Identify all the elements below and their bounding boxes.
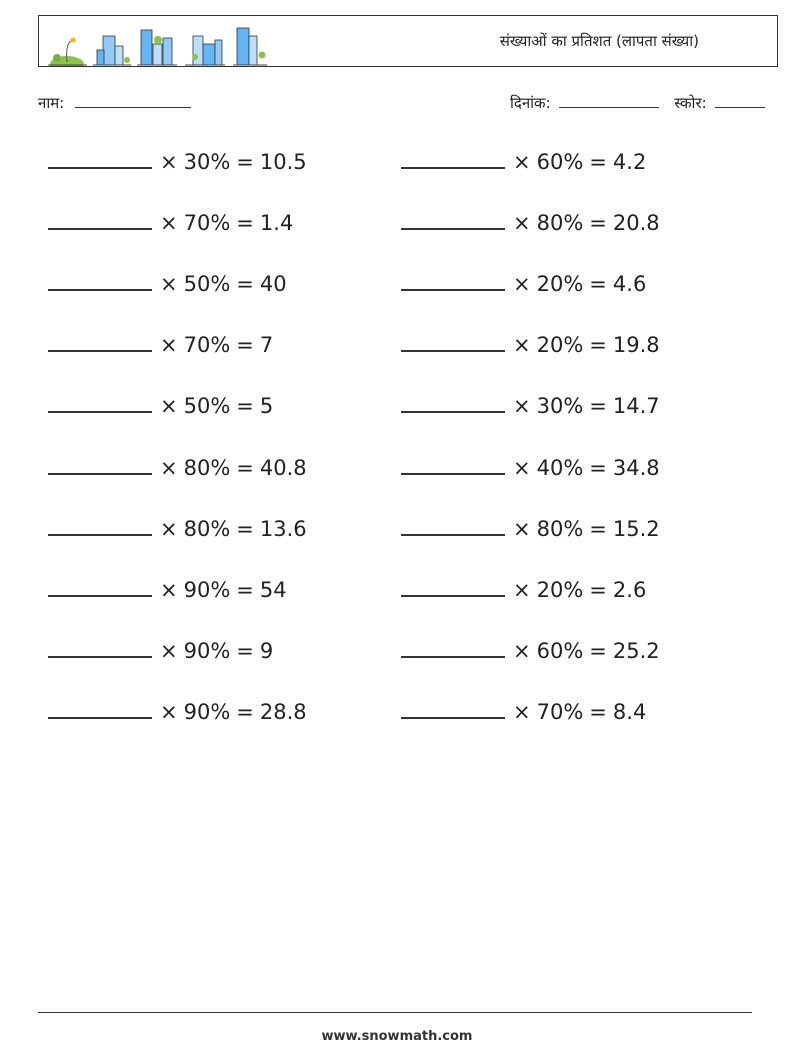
name-label: नाम: — [38, 94, 65, 112]
result-value: 10.5 — [259, 150, 307, 174]
percent-value: 50% — [183, 394, 231, 419]
answer-blank[interactable] — [401, 262, 505, 291]
result-value: 13.6 — [259, 516, 307, 541]
times-symbol: × — [160, 394, 178, 419]
times-symbol: × — [160, 638, 178, 663]
answer-blank[interactable] — [401, 568, 505, 597]
percent-value: 20% — [536, 272, 584, 297]
equals-symbol: = — [236, 272, 254, 297]
result-value: 20.8 — [612, 211, 660, 236]
worksheet-header — [38, 15, 778, 67]
percent-value: 30% — [536, 394, 584, 419]
answer-blank[interactable] — [48, 446, 152, 475]
equals-symbol: = — [236, 150, 254, 174]
times-symbol: × — [160, 333, 178, 358]
percent-value: 70% — [536, 699, 584, 724]
worksheet-title: संख्याओं का प्रतिशत (लापता संख्या) — [499, 32, 699, 50]
equals-symbol: = — [589, 394, 607, 419]
times-symbol: × — [513, 272, 531, 297]
percent-value: 70% — [183, 333, 231, 358]
problem-item — [48, 446, 307, 490]
answer-blank[interactable] — [48, 568, 152, 597]
answer-blank[interactable] — [48, 384, 152, 413]
answer-blank[interactable] — [401, 690, 505, 719]
equals-symbol: = — [589, 150, 607, 174]
percent-value: 70% — [183, 211, 231, 236]
name-blank[interactable] — [75, 95, 191, 108]
answer-blank[interactable] — [401, 629, 505, 658]
answer-blank[interactable] — [48, 629, 152, 658]
answer-blank[interactable] — [401, 140, 505, 169]
problem-item — [401, 568, 646, 612]
times-symbol: × — [160, 455, 178, 480]
result-value: 9 — [259, 638, 274, 663]
times-symbol: × — [160, 577, 178, 602]
percent-value: 90% — [183, 699, 231, 724]
equals-symbol: = — [236, 211, 254, 236]
times-symbol: × — [160, 211, 178, 236]
answer-blank[interactable] — [48, 201, 152, 230]
result-value: 15.2 — [612, 516, 660, 541]
result-value: 54 — [259, 577, 287, 602]
answer-blank[interactable] — [48, 140, 152, 169]
times-symbol: × — [513, 211, 531, 236]
answer-blank[interactable] — [401, 446, 505, 475]
problem-item — [48, 629, 273, 673]
result-value: 8.4 — [612, 699, 647, 724]
percent-value: 60% — [536, 150, 584, 174]
problem-item — [48, 323, 273, 367]
result-value: 19.8 — [612, 333, 660, 358]
answer-blank[interactable] — [48, 262, 152, 291]
problem-item — [48, 384, 273, 428]
equals-symbol: = — [589, 272, 607, 297]
problem-item — [48, 507, 307, 551]
result-value: 5 — [259, 394, 274, 419]
answer-blank[interactable] — [401, 323, 505, 352]
equals-symbol: = — [236, 455, 254, 480]
equals-symbol: = — [236, 394, 254, 419]
percent-value: 60% — [536, 638, 584, 663]
result-value: 40.8 — [259, 455, 307, 480]
problem-item — [401, 140, 646, 184]
result-value: 14.7 — [612, 394, 660, 419]
score-blank[interactable] — [715, 95, 765, 108]
percent-value: 80% — [536, 211, 584, 236]
result-value: 1.4 — [259, 211, 294, 236]
result-value: 4.6 — [612, 272, 647, 297]
times-symbol: × — [160, 272, 178, 297]
footer-website: www.snowmath.com — [321, 1029, 473, 1044]
percent-value: 20% — [536, 333, 584, 358]
times-symbol: × — [513, 699, 531, 724]
problem-item — [401, 384, 660, 428]
percent-value: 80% — [536, 516, 584, 541]
times-symbol: × — [160, 150, 178, 174]
problem-item — [48, 568, 287, 612]
percent-value: 30% — [183, 150, 231, 174]
equals-symbol: = — [589, 455, 607, 480]
answer-blank[interactable] — [48, 690, 152, 719]
problem-item — [48, 201, 293, 245]
times-symbol: × — [160, 699, 178, 724]
times-symbol: × — [513, 333, 531, 358]
equals-symbol: = — [236, 516, 254, 541]
equals-symbol: = — [589, 333, 607, 358]
times-symbol: × — [513, 516, 531, 541]
answer-blank[interactable] — [48, 323, 152, 352]
percent-value: 80% — [183, 455, 231, 480]
problem-item — [401, 201, 660, 245]
equals-symbol: = — [236, 638, 254, 663]
result-value: 7 — [259, 333, 274, 358]
equals-symbol: = — [236, 333, 254, 358]
percent-value: 40% — [536, 455, 584, 480]
city-buildings-logo-icon — [45, 22, 267, 66]
problem-item — [401, 690, 646, 734]
result-value: 28.8 — [259, 699, 307, 724]
result-value: 4.2 — [612, 150, 647, 174]
problem-item — [401, 629, 660, 673]
times-symbol: × — [513, 455, 531, 480]
times-symbol: × — [513, 638, 531, 663]
problem-item — [48, 262, 287, 306]
equals-symbol: = — [589, 577, 607, 602]
name-field — [38, 93, 191, 113]
answer-blank[interactable] — [48, 507, 152, 536]
equals-symbol: = — [236, 699, 254, 724]
problem-item — [401, 262, 646, 306]
percent-value: 20% — [536, 577, 584, 602]
times-symbol: × — [513, 577, 531, 602]
times-symbol: × — [513, 394, 531, 419]
percent-value: 80% — [183, 516, 231, 541]
problem-item — [401, 446, 660, 490]
problem-item — [48, 140, 307, 184]
percent-value: 90% — [183, 638, 231, 663]
equals-symbol: = — [589, 516, 607, 541]
times-symbol: × — [160, 516, 178, 541]
equals-symbol: = — [589, 211, 607, 236]
problem-item — [401, 507, 660, 551]
percent-value: 90% — [183, 577, 231, 602]
problem-item — [48, 690, 307, 734]
date-label: दिनांक: — [510, 94, 551, 112]
percent-value: 50% — [183, 272, 231, 297]
times-symbol: × — [513, 150, 531, 174]
equals-symbol: = — [589, 638, 607, 663]
answer-blank[interactable] — [401, 201, 505, 230]
answer-blank[interactable] — [401, 507, 505, 536]
result-value: 34.8 — [612, 455, 660, 480]
date-blank[interactable] — [559, 95, 659, 108]
score-label: स्कोर: — [674, 94, 707, 112]
answer-blank[interactable] — [401, 384, 505, 413]
result-value: 2.6 — [612, 577, 647, 602]
date-score-field — [510, 93, 765, 113]
footer-divider — [38, 1012, 752, 1013]
problem-item — [401, 323, 660, 367]
result-value: 25.2 — [612, 638, 660, 663]
equals-symbol: = — [589, 699, 607, 724]
equals-symbol: = — [236, 577, 254, 602]
result-value: 40 — [259, 272, 287, 297]
